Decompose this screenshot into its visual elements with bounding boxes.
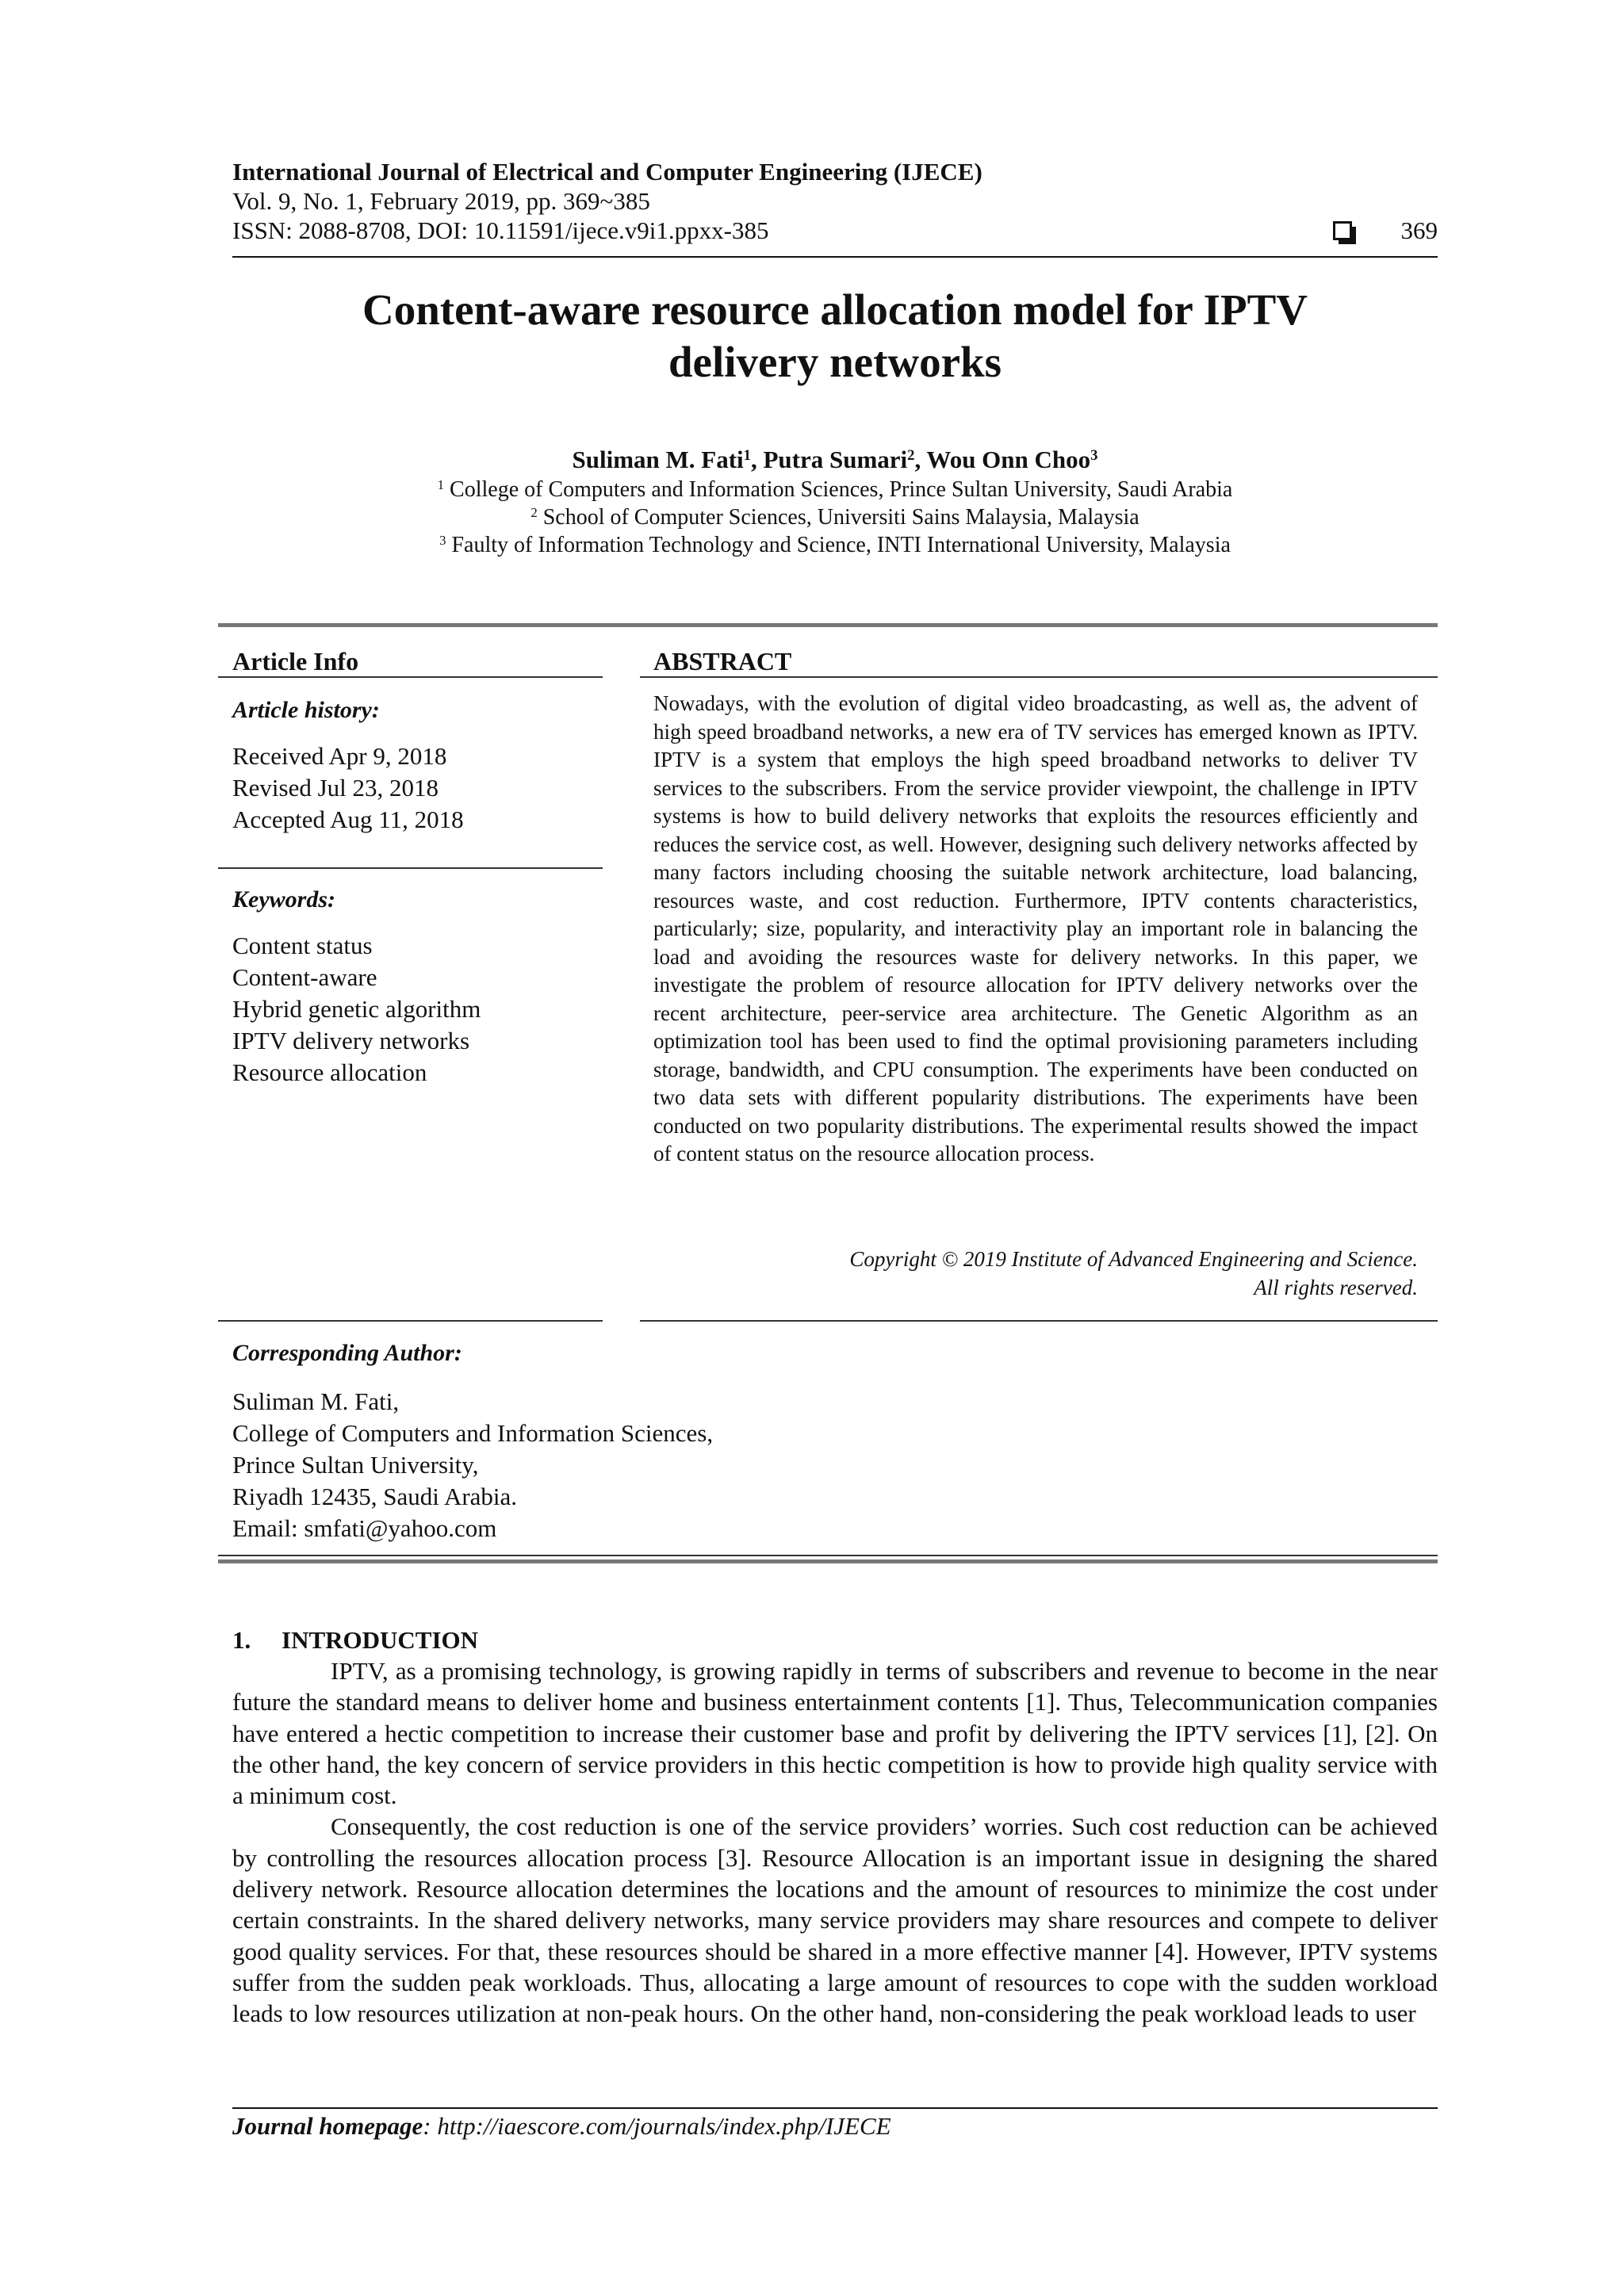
affiliation — [232, 503, 1438, 531]
author-mark: 2 — [907, 446, 915, 464]
section-heading-introduction: 1. INTRODUCTION — [232, 1626, 479, 1654]
affiliation-mark: 2 — [530, 504, 538, 520]
corresponding-author-details — [232, 1386, 1025, 1544]
footer-rule — [232, 2107, 1438, 2109]
running-header — [232, 157, 1438, 245]
info-block-bottom-rule-1 — [218, 1555, 1438, 1556]
keywords-heading: Keywords: — [232, 886, 335, 913]
corresponding-university: Prince Sultan University, — [232, 1451, 479, 1479]
info-bottom-rule-right — [640, 1320, 1438, 1322]
corresponding-name: Suliman M. Fati, — [232, 1387, 400, 1415]
copyright-line-2: All rights reserved. — [1254, 1276, 1418, 1299]
keyword: IPTV delivery networks — [232, 1027, 470, 1054]
keyword: Content-aware — [232, 963, 377, 991]
article-info-rule — [218, 676, 603, 678]
page-number-group — [1333, 216, 1438, 245]
issn-doi: ISSN: 2088-8708, DOI: 10.11591/ijece.v9i1.ppxx-385 — [232, 216, 769, 244]
author-name: Putra Sumari — [763, 446, 908, 473]
author-mark: 1 — [743, 446, 751, 464]
page-number: 369 — [1400, 216, 1438, 244]
keyword: Resource allocation — [232, 1058, 427, 1086]
introduction-body — [232, 1655, 1438, 2030]
affiliation-text: College of Computers and Information Sciences, Prince Sultan University, Saudi Arabia — [450, 477, 1233, 502]
affiliation — [232, 476, 1438, 503]
article-history — [232, 740, 597, 836]
author-list: Suliman M. Fati$^1$, Putra Sumari$^2$, Wou Onn Choo$^3$ — [572, 446, 1098, 473]
accepted-date: Accepted Aug 11, 2018 — [232, 806, 464, 833]
article-history-heading: Article history: — [232, 697, 380, 723]
author-name: Wou Onn Choo — [926, 446, 1091, 473]
corresponding-email: Email: smfati@yahoo.com — [232, 1514, 497, 1542]
keyword: Hybrid genetic algorithm — [232, 995, 481, 1023]
info-bottom-rule-left — [218, 1320, 603, 1322]
info-block-bottom-rule-2 — [218, 1559, 1438, 1563]
abstract-rule — [640, 676, 1438, 678]
affiliation-mark: 3 — [439, 532, 446, 548]
affiliation-mark: 1 — [437, 476, 445, 492]
author-mark: 3 — [1090, 446, 1098, 464]
abstract-heading: ABSTRACT — [653, 647, 792, 675]
history-rule — [218, 867, 603, 869]
received-date: Received Apr 9, 2018 — [232, 742, 447, 770]
copyright-notice — [653, 1245, 1418, 1302]
corresponding-address: Riyadh 12435, Saudi Arabia. — [232, 1483, 518, 1510]
title-line-2: delivery networks — [668, 338, 1002, 386]
volume-info: Vol. 9, No. 1, February 2019, pp. 369~385 — [232, 187, 650, 215]
homepage-label: Journal homepage — [232, 2112, 423, 2140]
article-info-heading: Article Info — [232, 647, 359, 675]
affiliation — [232, 531, 1438, 559]
revised-date: Revised Jul 23, 2018 — [232, 774, 439, 802]
author-name: Suliman M. Fati — [572, 446, 744, 473]
abstract-text: Nowadays, with the evolution of digital video broadcasting, as well as, the advent of high speed broadband networks, a new era of TV services has emerged known as IPTV. IPTV is a system that employs the high speed broadband networks to deliver TV services to the subscribers. From the service provider viewpoint, the challenge in IPTV systems is how to build delivery networks that exploits the resources efficiently and reduces the service cost, as well. However, designing such delivery networks affected by many factors including choosing the suitable network architecture, load balancing, resources waste, and cost reduction. Furthermore, IPTV contents characteristics, particularly; size, popularity, and interactivity play an important role in balancing the load and avoiding the resources waste for delivery networks. In this paper, we investigate the problem of resource allocation for IPTV delivery networks over the recent architecture, peer-service area architecture. The Genetic Algorithm as an optimization tool has been used to find the optimal provisioning parameters including storage, bandwidth, and CPU consumption. The experiments have been conducted on two data sets with different popularity distributions. The experiments have been conducted on two popularity distributions. The experimental results showed the impact of content status on the resource allocation process. — [653, 691, 1418, 1165]
checkbox-square-icon — [1333, 221, 1352, 240]
affiliation-text: Faulty of Information Technology and Science, INTI International University, Malaysia — [451, 533, 1231, 557]
copyright-line-1: Copyright © 2019 Institute of Advanced Engineering and Science. — [849, 1247, 1418, 1271]
paragraph: Consequently, the cost reduction is one of the service providers’ worries. Such cost reduction can be achieved by controlling the resources allocation process [3]. Resource Allocation is an important issue in designing the shared delivery network. Resource allocation determines the locations and the amount of resources to minimize the cost under certain constraints. In the shared delivery networks, many service providers may share resources and compete to deliver good quality services. For that, these resources should be shared in a more effective manner [4]. However, IPTV systems suffer from the sudden peak workloads. Thus, allocating a large amount of resources to cope with the sudden workload leads to low resources utilization at non-peak hours. On the other hand, non-considering the peak workload leads to user — [232, 1812, 1438, 2028]
paper-title — [232, 284, 1438, 388]
info-block-top-rule — [218, 623, 1438, 627]
keyword: Content status — [232, 932, 373, 959]
affiliations — [232, 476, 1438, 559]
homepage-url[interactable]: http://iaescore.com/journals/index.php/IJECE — [437, 2112, 891, 2140]
journal-name: International Journal of Electrical and Computer Engineering (IJECE) — [232, 158, 982, 186]
journal-homepage-footer: Journal homepage: http://iaescore.com/journals/index.php/IJECE — [232, 2112, 891, 2140]
affiliation-text: School of Computer Sciences, Universiti Sains Malaysia, Malaysia — [542, 505, 1139, 530]
corresponding-author-heading: Corresponding Author: — [232, 1340, 462, 1366]
title-line-1: Content-aware resource allocation model for IPTV — [362, 285, 1308, 334]
header-rule — [232, 256, 1438, 258]
paragraph: IPTV, as a promising technology, is growing rapidly in terms of subscribers and revenue to become in the near future the standard means to deliver home and business entertainment contents [1]. Thus, Telecommunication companies have entered a hectic competition to increase their customer base and profit by delivering the IPTV services [1], [2]. On the other hand, the key concern of service providers in this hectic competition is how to provide high quality service with a minimum cost. — [232, 1657, 1438, 1810]
corresponding-college: College of Computers and Information Sciences, — [232, 1419, 714, 1447]
keywords-list — [232, 930, 597, 1089]
issn-row — [232, 216, 1438, 245]
